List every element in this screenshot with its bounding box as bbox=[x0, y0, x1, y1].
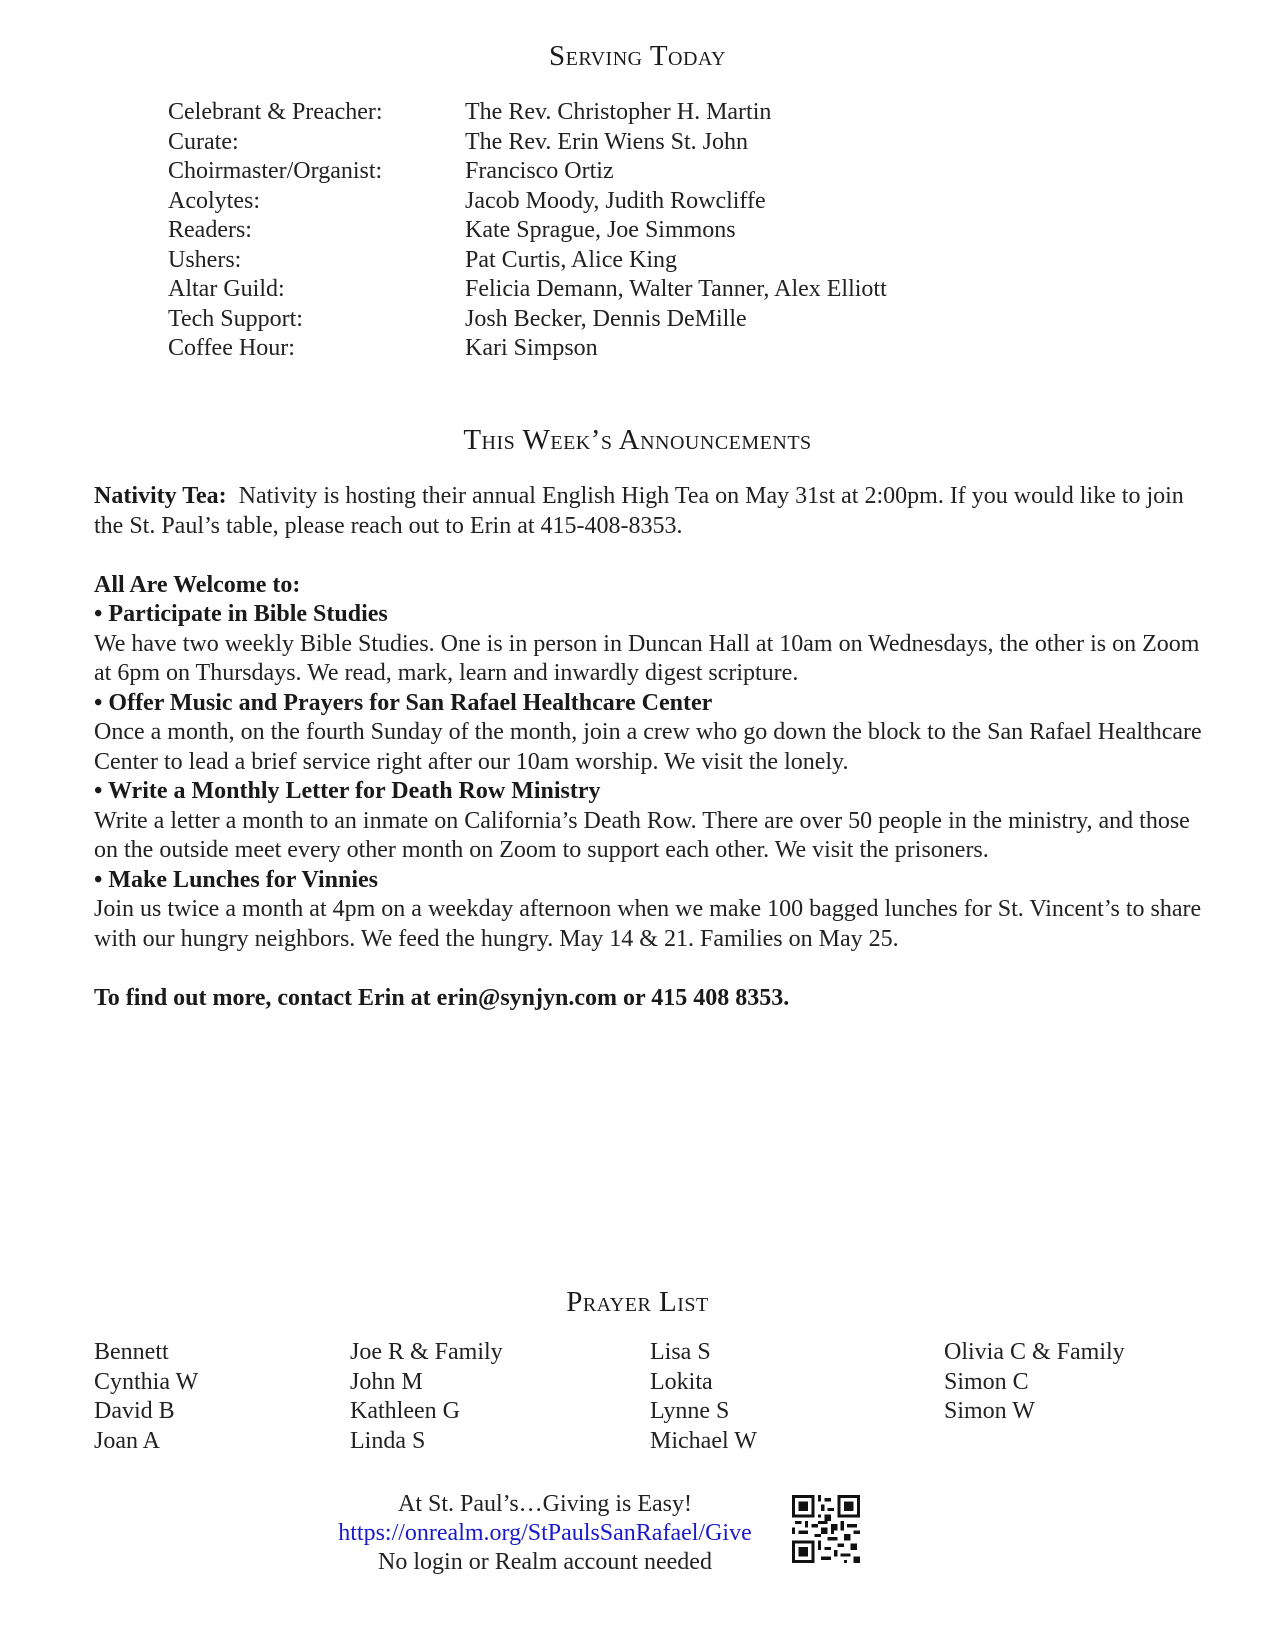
prayer-name: Lisa S bbox=[650, 1339, 711, 1365]
prayer-name: John M bbox=[350, 1368, 423, 1395]
item-title: • Offer Music and Prayers for San Rafael Healthcare Center bbox=[94, 689, 713, 716]
giving-tagline: At St. Paul’s…Giving is Easy! bbox=[397, 1491, 692, 1517]
roster-row bbox=[168, 128, 887, 158]
roster-row bbox=[168, 246, 887, 276]
roster-role: Celebrant & Preacher: bbox=[168, 99, 383, 125]
giving-note: No login or Realm account needed bbox=[378, 1549, 712, 1575]
giving-block bbox=[300, 1490, 790, 1577]
prayer-column bbox=[94, 1338, 198, 1456]
roster-role: Altar Guild: bbox=[168, 276, 285, 302]
roster-role: Acolytes: bbox=[168, 187, 260, 214]
prayer-name: Lokita bbox=[650, 1368, 713, 1395]
prayer-name: Olivia C & Family bbox=[944, 1339, 1125, 1365]
roster-role: Readers: bbox=[168, 217, 252, 243]
item-title: • Make Lunches for Vinnies bbox=[94, 866, 378, 893]
announcements-body bbox=[94, 482, 1204, 1013]
prayer-column bbox=[944, 1338, 1125, 1427]
nativity-announcement bbox=[94, 482, 1204, 541]
serving-roster bbox=[168, 98, 887, 364]
item-text: Once a month, on the fourth Sunday of the month, join a crew who go down the block to the San Rafael Healthcare Center to lead a brief service right after our 10am worship. We visit the lonely. bbox=[94, 719, 1202, 775]
prayer-name: Bennett bbox=[94, 1339, 169, 1365]
prayer-name: Kathleen G bbox=[350, 1398, 460, 1424]
prayer-column bbox=[650, 1338, 757, 1456]
roster-role: Tech Support: bbox=[168, 305, 303, 332]
prayer-name: Joe R & Family bbox=[350, 1339, 503, 1365]
roster-role: Ushers: bbox=[168, 246, 242, 273]
nativity-label: Nativity Tea: bbox=[94, 483, 227, 509]
prayer-name: Simon W bbox=[944, 1398, 1035, 1424]
roster-row bbox=[168, 334, 887, 364]
roster-name: Felicia Demann, Walter Tanner, Alex Elliott bbox=[465, 276, 887, 302]
roster-name: Jacob Moody, Judith Rowcliffe bbox=[465, 187, 766, 214]
item-text: Write a letter a month to an inmate on California’s Death Row. There are over 50 people in the ministry, and those on the outside meet every other month on Zoom to support each other. We visit the prisoners. bbox=[94, 807, 1190, 863]
roster-name: Josh Becker, Dennis DeMille bbox=[465, 305, 747, 332]
prayer-name: Cynthia W bbox=[94, 1368, 199, 1395]
item-text: Join us twice a month at 4pm on a weekday afternoon when we make 100 bagged lunches for St. Vincent’s to share with our hungry neighbors. We feed the hungry. May 14 & 21. Families on May 25. bbox=[94, 896, 1202, 952]
roster-row bbox=[168, 275, 887, 305]
welcome-heading: All Are Welcome to: bbox=[94, 571, 301, 598]
prayer-list-heading: Prayer List bbox=[566, 1286, 709, 1318]
item-text: We have two weekly Bible Studies. One is in person in Duncan Hall at 10am on Wednesdays, the other is on Zoom at 6pm on Thursdays. We read, mark, learn and inwardly digest scripture. bbox=[94, 630, 1200, 686]
announcements-heading: This Week’s Announcements bbox=[463, 424, 812, 456]
roster-name: Francisco Ortiz bbox=[465, 158, 614, 184]
prayer-name: Michael W bbox=[650, 1427, 757, 1454]
prayer-name: Lynne S bbox=[650, 1398, 730, 1424]
roster-name: The Rev. Erin Wiens St. John bbox=[465, 128, 749, 155]
prayer-name: David B bbox=[94, 1398, 175, 1424]
serving-today-heading: Serving Today bbox=[549, 40, 726, 72]
item-title: • Participate in Bible Studies bbox=[94, 601, 388, 627]
roster-row bbox=[168, 187, 887, 217]
qr-code-icon bbox=[792, 1495, 860, 1563]
giving-link[interactable]: https://onrealm.org/StPaulsSanRafael/Give bbox=[338, 1520, 752, 1546]
nativity-text: Nativity is hosting their annual English High Tea on May 31st at 2:00pm. If you would like to join the St. Paul’s table, please reach out to Erin at 415-408-8353. bbox=[94, 483, 1184, 539]
contact-line: To find out more, contact Erin at erin@synjyn.com or 415 408 8353. bbox=[94, 984, 790, 1011]
prayer-name: Joan A bbox=[94, 1427, 160, 1454]
roster-name: Kate Sprague, Joe Simmons bbox=[465, 217, 736, 243]
roster-row bbox=[168, 157, 887, 187]
roster-row bbox=[168, 98, 887, 128]
prayer-column bbox=[350, 1338, 503, 1456]
roster-name: Kari Simpson bbox=[465, 335, 598, 361]
prayer-name: Linda S bbox=[350, 1427, 426, 1454]
roster-name: The Rev. Christopher H. Martin bbox=[465, 99, 772, 125]
roster-row bbox=[168, 305, 887, 335]
roster-name: Pat Curtis, Alice King bbox=[465, 246, 677, 273]
roster-role: Coffee Hour: bbox=[168, 335, 295, 361]
prayer-name: Simon C bbox=[944, 1368, 1029, 1395]
roster-role: Choirmaster/Organist: bbox=[168, 158, 383, 184]
roster-role: Curate: bbox=[168, 128, 239, 155]
item-title: • Write a Monthly Letter for Death Row Ministry bbox=[94, 778, 601, 804]
roster-row bbox=[168, 216, 887, 246]
